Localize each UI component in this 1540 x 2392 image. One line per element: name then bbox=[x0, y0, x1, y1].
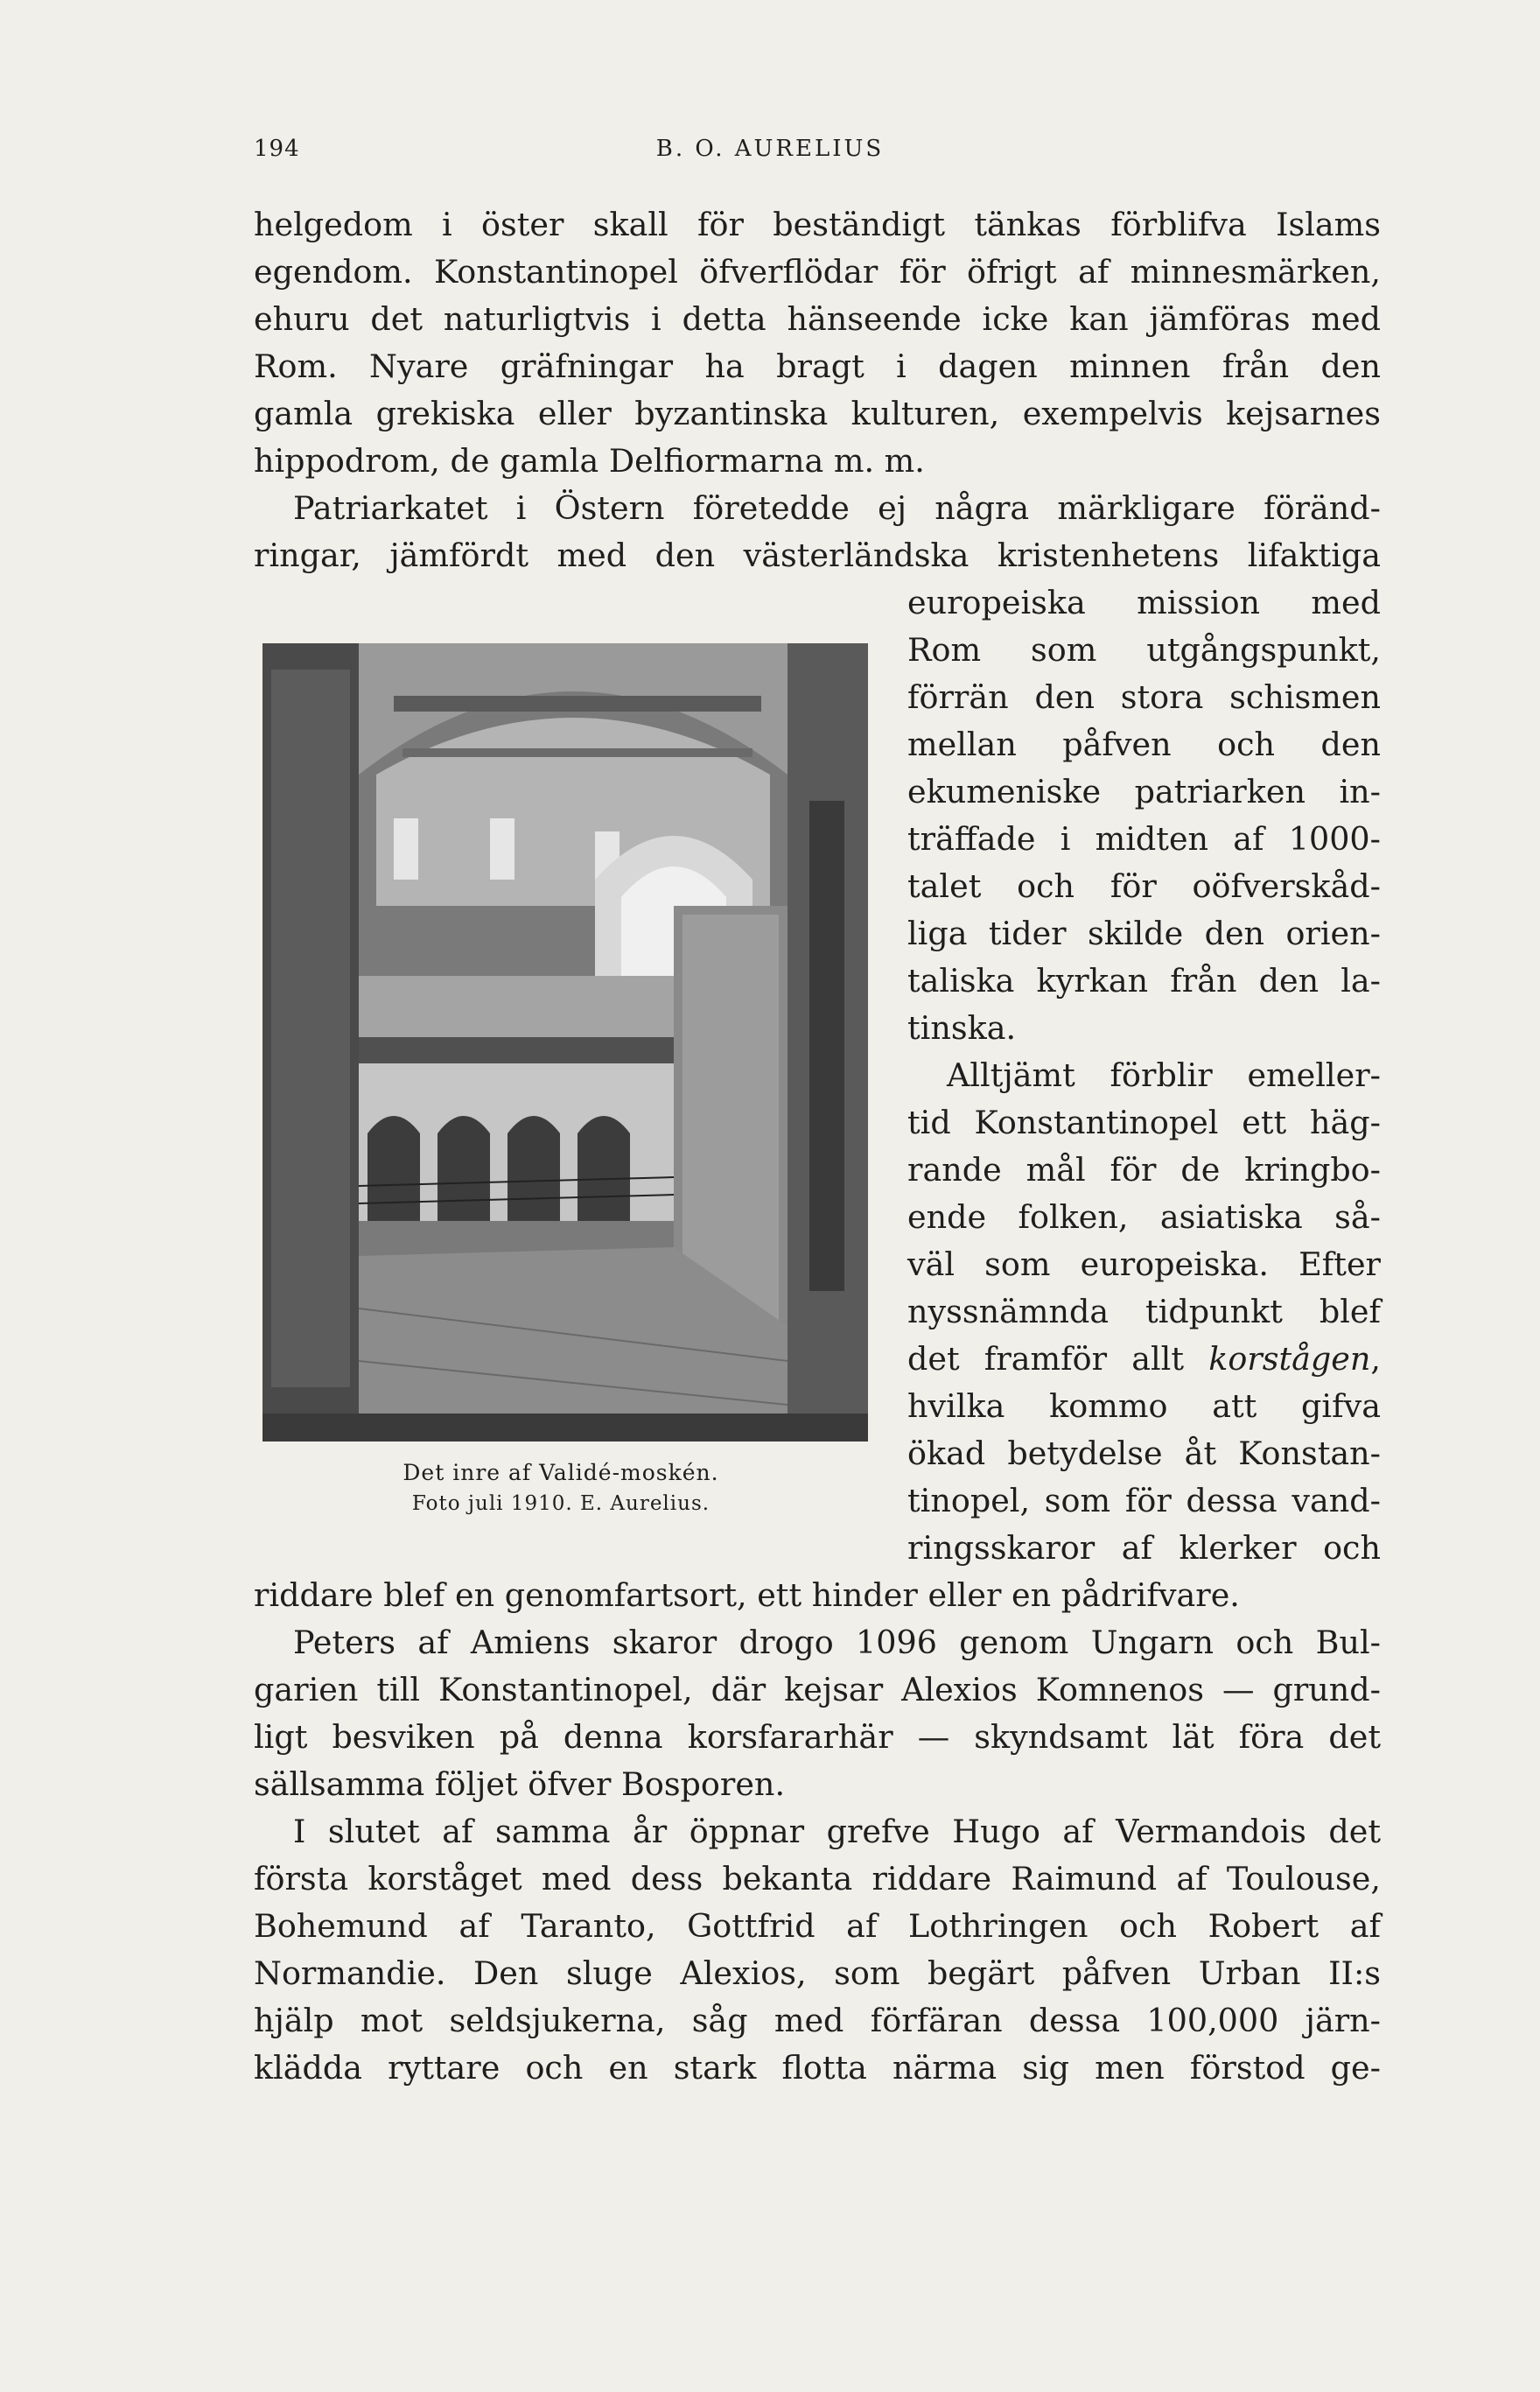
text-line: Alltjämt förblir emeller- bbox=[947, 1056, 1381, 1094]
text-line bbox=[907, 1336, 1381, 1383]
text-line: Peters af Amiens skaror drogo 1096 genom Ungarn och Bul- bbox=[293, 1624, 1381, 1661]
text-line: hvilka kommo att gifva bbox=[907, 1387, 1381, 1425]
text-line: tinopel, som för dessa vand- bbox=[907, 1482, 1381, 1519]
text-line: ligt besviken på denna korsfararhär — skyndsamt lät föra det bbox=[254, 1718, 1381, 1756]
text-line: hippodrom, de gamla Delfiormarna m. m. bbox=[254, 442, 925, 480]
text-line: europeiska mission med bbox=[907, 584, 1381, 621]
page-header bbox=[0, 136, 1540, 171]
text-line: Patriarkatet i Östern företedde ej några märkligare föränd- bbox=[293, 489, 1381, 527]
text-line: rande mål för de kringbo- bbox=[907, 1151, 1381, 1189]
text-line: Bohemund af Taranto, Gottfrid af Lothringen och Robert af bbox=[254, 1907, 1381, 1945]
text-line: ende folken, asiatiska så- bbox=[907, 1198, 1381, 1236]
photo-caption-line1: Det inre af Validé-moskén. bbox=[402, 1460, 719, 1485]
text-line: första korståget med dess bekanta riddare Raimund af Toulouse, bbox=[254, 1860, 1381, 1897]
text-line: ehuru det naturligtvis i detta hänseende icke kan jämföras med bbox=[254, 300, 1381, 338]
photo-illustration bbox=[262, 643, 868, 1442]
photo-caption-line2: Foto juli 1910. E. Aurelius. bbox=[411, 1492, 710, 1515]
italic-term: korstågen bbox=[1208, 1340, 1371, 1378]
text-line: ringar, jämfördt med den västerländska kristenhetens lifaktiga bbox=[254, 537, 1381, 574]
text-line: Rom. Nyare gräfningar ha bragt i dagen minnen från den bbox=[254, 347, 1381, 385]
text-line: gamla grekiska eller byzantinska kulturen, exempelvis kejsarnes bbox=[254, 395, 1381, 432]
text-line: klädda ryttare och en stark flotta närma sig men förstod ge- bbox=[254, 2049, 1381, 2087]
text-line: ekumeniske patriarken in- bbox=[907, 773, 1381, 810]
text-line: ringsskaror af klerker och bbox=[907, 1529, 1381, 1567]
text-line: väl som europeiska. Efter bbox=[907, 1245, 1381, 1283]
text-line: riddare blef en genomfartsort, ett hinder eller en pådrifvare. bbox=[254, 1576, 1240, 1614]
text-span: det framför allt bbox=[907, 1340, 1209, 1378]
text-line: tinska. bbox=[907, 1009, 1017, 1047]
text-line: ökad betydelse åt Konstan- bbox=[907, 1434, 1381, 1472]
text-span: , bbox=[1370, 1340, 1381, 1378]
text-line: I slutet af samma år öppnar grefve Hugo af Vermandois det bbox=[293, 1813, 1381, 1850]
mosque-interior-photo bbox=[262, 643, 868, 1442]
text-line: sällsamma följet öfver Bosporen. bbox=[254, 1765, 786, 1803]
text-line: taliska kyrkan från den la- bbox=[907, 962, 1381, 1000]
text-line: förrän den stora schismen bbox=[907, 678, 1381, 716]
text-line: mellan påfven och den bbox=[907, 726, 1381, 763]
text-line: nyssnämnda tidpunkt blef bbox=[907, 1293, 1381, 1330]
text-line: talet och för oöfverskåd- bbox=[907, 867, 1381, 905]
text-line: hjälp mot seldsjukerna, såg med förfäran dessa 100,000 järn- bbox=[254, 2002, 1381, 2039]
text-line: Normandie. Den sluge Alexios, som begärt påfven Urban II:s bbox=[254, 1954, 1381, 1992]
text-line: egendom. Konstantinopel öfverflödar för öfrigt af minnesmärken, bbox=[254, 253, 1381, 291]
text-line: garien till Konstantinopel, där kejsar Alexios Komnenos — grund- bbox=[254, 1671, 1381, 1708]
running-head: B. O. AURELIUS bbox=[655, 136, 885, 162]
text-line: helgedom i öster skall för beständigt tänkas förblifva Islams bbox=[254, 206, 1381, 243]
text-line: liga tider skilde den orien- bbox=[907, 915, 1381, 952]
page-number: 194 bbox=[254, 136, 300, 162]
text-line: träffade i midten af 1000- bbox=[907, 820, 1381, 858]
text-line: tid Konstantinopel ett häg- bbox=[907, 1104, 1381, 1141]
text-line: Rom som utgångspunkt, bbox=[907, 631, 1381, 669]
